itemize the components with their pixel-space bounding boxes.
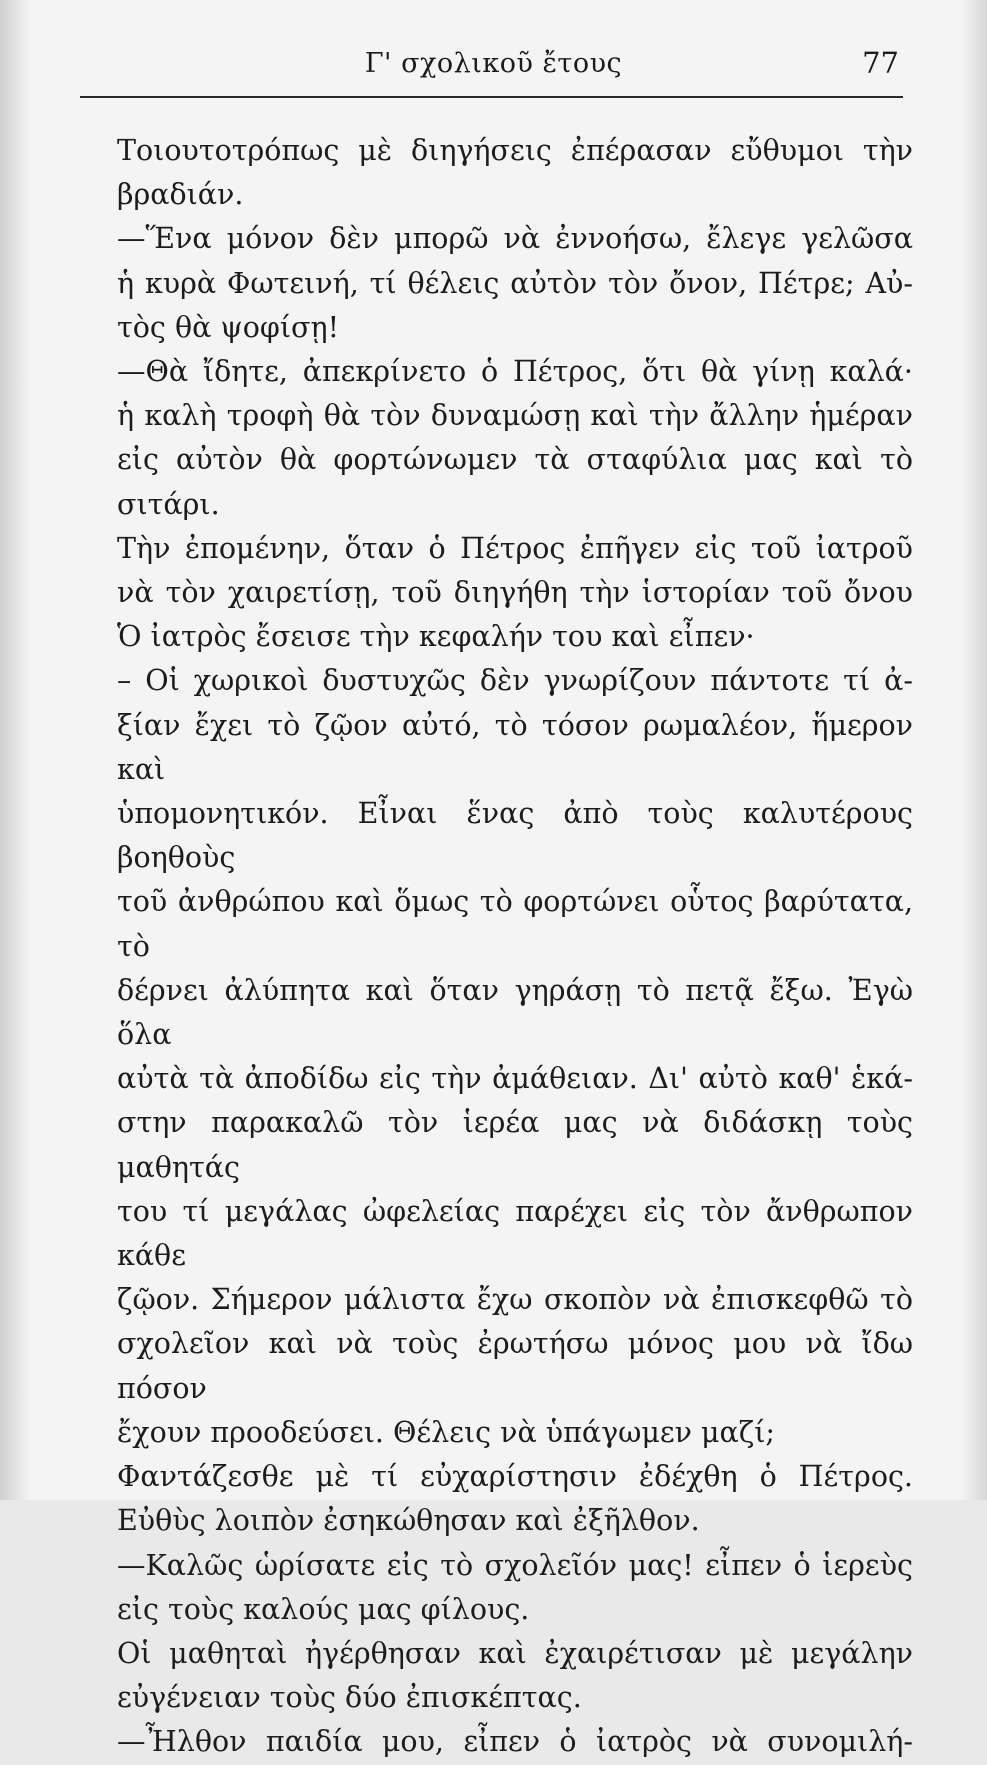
- text-line: δέρνει ἀλύπητα καὶ ὅταν γηράσῃ τὸ πετᾷ ἔξω. Ἐγὼ ὅλα: [117, 973, 913, 1052]
- header-rule: [80, 96, 903, 98]
- text-line: τὸς θὰ ψοφίσῃ!: [117, 310, 340, 344]
- text-line: Τὴν ἐπομένην, ὅταν ὁ Πέτρος ἐπῆγεν εἰς τοῦ ἰατροῦ: [117, 531, 913, 565]
- text-line: σχολεῖον καὶ νὰ τοὺς ἐρωτήσω μόνος μου νὰ ἴδω πόσον: [117, 1327, 913, 1405]
- text-line: ἡ καλὴ τροφὴ θὰ τὸν δυναμώσῃ καὶ τὴν ἄλλην ἡμέραν: [117, 399, 913, 433]
- running-head: Γ' σχολικοῦ ἔτους: [364, 48, 623, 79]
- body-text: [117, 129, 913, 1765]
- text-line: εἰς αὐτὸν θὰ φορτώνωμεν τὰ σταφύλια μας καὶ τὸ σιτάρι.: [117, 443, 913, 521]
- page-header: [80, 40, 907, 96]
- text-line: ζῷον. Σήμερον μάλιστα ἔχω σκοπὸν νὰ ἐπισκεφθῶ τὸ: [117, 1283, 913, 1317]
- text-line: στην παρακαλῶ τὸν ἱερέα μας νὰ διδάσκῃ τοὺς μαθητάς: [117, 1106, 913, 1184]
- text-line: εὐγένειαν τοὺς δύο ἐπισκέπτας.: [117, 1681, 582, 1715]
- text-line: ἔχουν προοδεύσει. Θέλεις νὰ ὑπάγωμεν μαζί;: [117, 1415, 776, 1449]
- text-line: ἡ κυρὰ Φωτεινή, τί θέλεις αὐτὸν τὸν ὄνον, Πέτρε; Αὐ-: [117, 266, 913, 300]
- text-line: του τί μεγάλας ὠφελείας παρέχει εἰς τὸν ἄνθρωπον κάθε: [117, 1194, 913, 1273]
- text-line: —Ἕνα μόνον δὲν μπορῶ νὰ ἐννοήσω, ἔλεγε γελῶσα: [117, 222, 913, 256]
- text-line: ὑπομονητικόν. Εἶναι ἕνας ἀπὸ τοὺς καλυτέρους βοηθοὺς: [117, 797, 913, 875]
- text-line: Εὐθὺς λοιπὸν ἐσηκώθησαν καὶ ἐξῆλθον.: [117, 1504, 700, 1538]
- text-line: Φαντάζεσθε μὲ τί εὐχαρίστησιν ἐδέχθη ὁ Πέτρος.: [117, 1460, 913, 1494]
- text-line: εἰς τοὺς καλούς μας φίλους.: [117, 1592, 530, 1626]
- text-line: – Οἱ χωρικοὶ δυστυχῶς δὲν γνωρίζουν πάντοτε τί ἀ-: [117, 664, 913, 698]
- text-line: —Καλῶς ὡρίσατε εἰς τὸ σχολεῖόν μας! εἶπεν ὁ ἱερεὺς: [117, 1548, 913, 1582]
- text-line: νὰ τὸν χαιρετίσῃ, τοῦ διηγήθη τὴν ἱστορίαν τοῦ ὄνου: [117, 576, 913, 610]
- text-line: Τοιουτοτρόπως μὲ διηγήσεις ἐπέρασαν εὔθυμοι τὴν: [117, 134, 913, 167]
- text-line: —Ἦλθον παιδία μου, εἶπεν ὁ ἰατρὸς νὰ συνομιλή-: [117, 1725, 913, 1759]
- text-line: αὐτὰ τὰ ἀποδίδω εἰς τὴν ἀμάθειαν. Δι' αὐτὸ καθ' ἑκά-: [117, 1062, 913, 1096]
- text-line: βραδιάν.: [117, 178, 244, 212]
- page-number: 77: [862, 46, 899, 80]
- text-line: Οἱ μαθηταὶ ἠγέρθησαν καὶ ἐχαιρέτισαν μὲ μεγάλην: [117, 1636, 913, 1670]
- text-line: ξίαν ἔχει τὸ ζῷον αὐτό, τὸ τόσον ρωμαλέον, ἥμερον καὶ: [117, 708, 913, 786]
- text-line: —Θὰ ἴδητε, ἀπεκρίνετο ὁ Πέτρος, ὅτι θὰ γίνῃ καλά·: [117, 355, 913, 389]
- text-line: τοῦ ἀνθρώπου καὶ ὅμως τὸ φορτώνει οὗτος βαρύτατα, τὸ: [117, 885, 913, 963]
- text-line: Ὁ ἰατρὸς ἔσεισε τὴν κεφαλήν του καὶ εἶπεν·: [117, 620, 755, 654]
